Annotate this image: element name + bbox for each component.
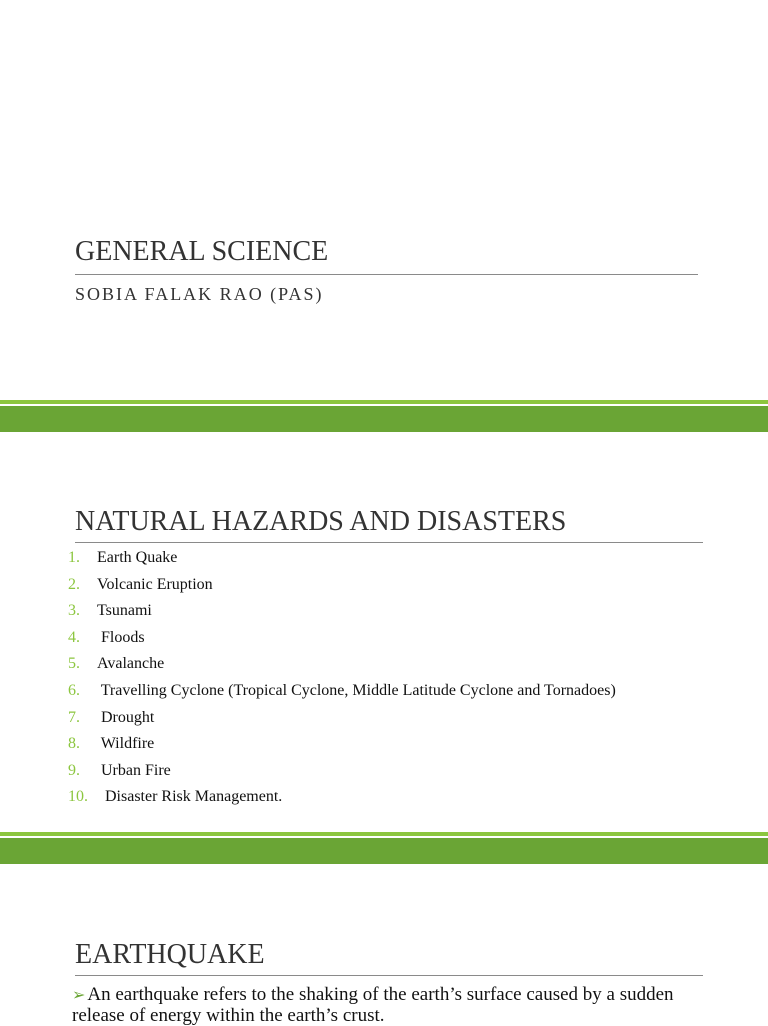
hazards-list [68, 549, 616, 815]
list-item [68, 735, 616, 762]
list-item [68, 682, 616, 709]
list-item-number: 10. [68, 788, 88, 806]
list-item-number: 1. [68, 549, 80, 566]
list-item-number: 5. [68, 655, 80, 673]
list-item-text: Wildfire [97, 735, 155, 753]
list-item-text: Urban Fire [97, 761, 171, 779]
slide-2-title: NATURAL HAZARDS AND DISASTERS [75, 506, 567, 537]
slide-3-bullet-text: An earthquake refers to the shaking of the earth’s surface caused by a sudden release of energy within the earth’s crust. [72, 984, 674, 1026]
slide-3-title: EARTHQUAKE [75, 939, 265, 970]
list-item [68, 549, 616, 576]
list-item [68, 602, 616, 629]
list-item-text: Travelling Cyclone (Tropical Cyclone, Middle Latitude Cyclone and Tornadoes) [97, 681, 616, 699]
slide-divider-2 [0, 832, 768, 864]
slide-1 [0, 0, 768, 400]
list-item [68, 629, 616, 656]
list-item-text: Avalanche [97, 655, 165, 673]
list-item-text: Floods [97, 628, 145, 646]
list-item [68, 788, 616, 815]
list-item-number: 6. [68, 681, 80, 699]
slide-divider-1 [0, 400, 768, 432]
list-item [68, 576, 616, 603]
slide-3-title-rule [75, 975, 703, 976]
list-item-text: Disaster Risk Management. [101, 788, 283, 806]
list-item [68, 655, 616, 682]
slide-3-bullet [72, 985, 712, 1026]
list-item [68, 762, 616, 789]
list-item-number: 2. [68, 575, 80, 593]
list-item-text: Volcanic Eruption [97, 575, 213, 593]
slide-2-title-rule [75, 542, 703, 543]
slide-1-subtitle: SOBIA FALAK RAO (PAS) [75, 284, 324, 304]
slide-1-title-rule [75, 274, 698, 275]
list-item-number: 7. [68, 708, 80, 726]
list-item-number: 4. [68, 628, 80, 646]
arrow-bullet-icon: ➢ [72, 987, 86, 1004]
list-item-number: 8. [68, 735, 80, 753]
list-item-text: Drought [97, 708, 155, 726]
list-item-text: Earth Quake [97, 549, 178, 566]
list-item-number: 3. [68, 602, 80, 620]
list-item [68, 709, 616, 736]
list-item-text: Tsunami [97, 602, 152, 620]
list-item-number: 9. [68, 761, 80, 779]
slide-1-title: GENERAL SCIENCE [75, 236, 329, 267]
